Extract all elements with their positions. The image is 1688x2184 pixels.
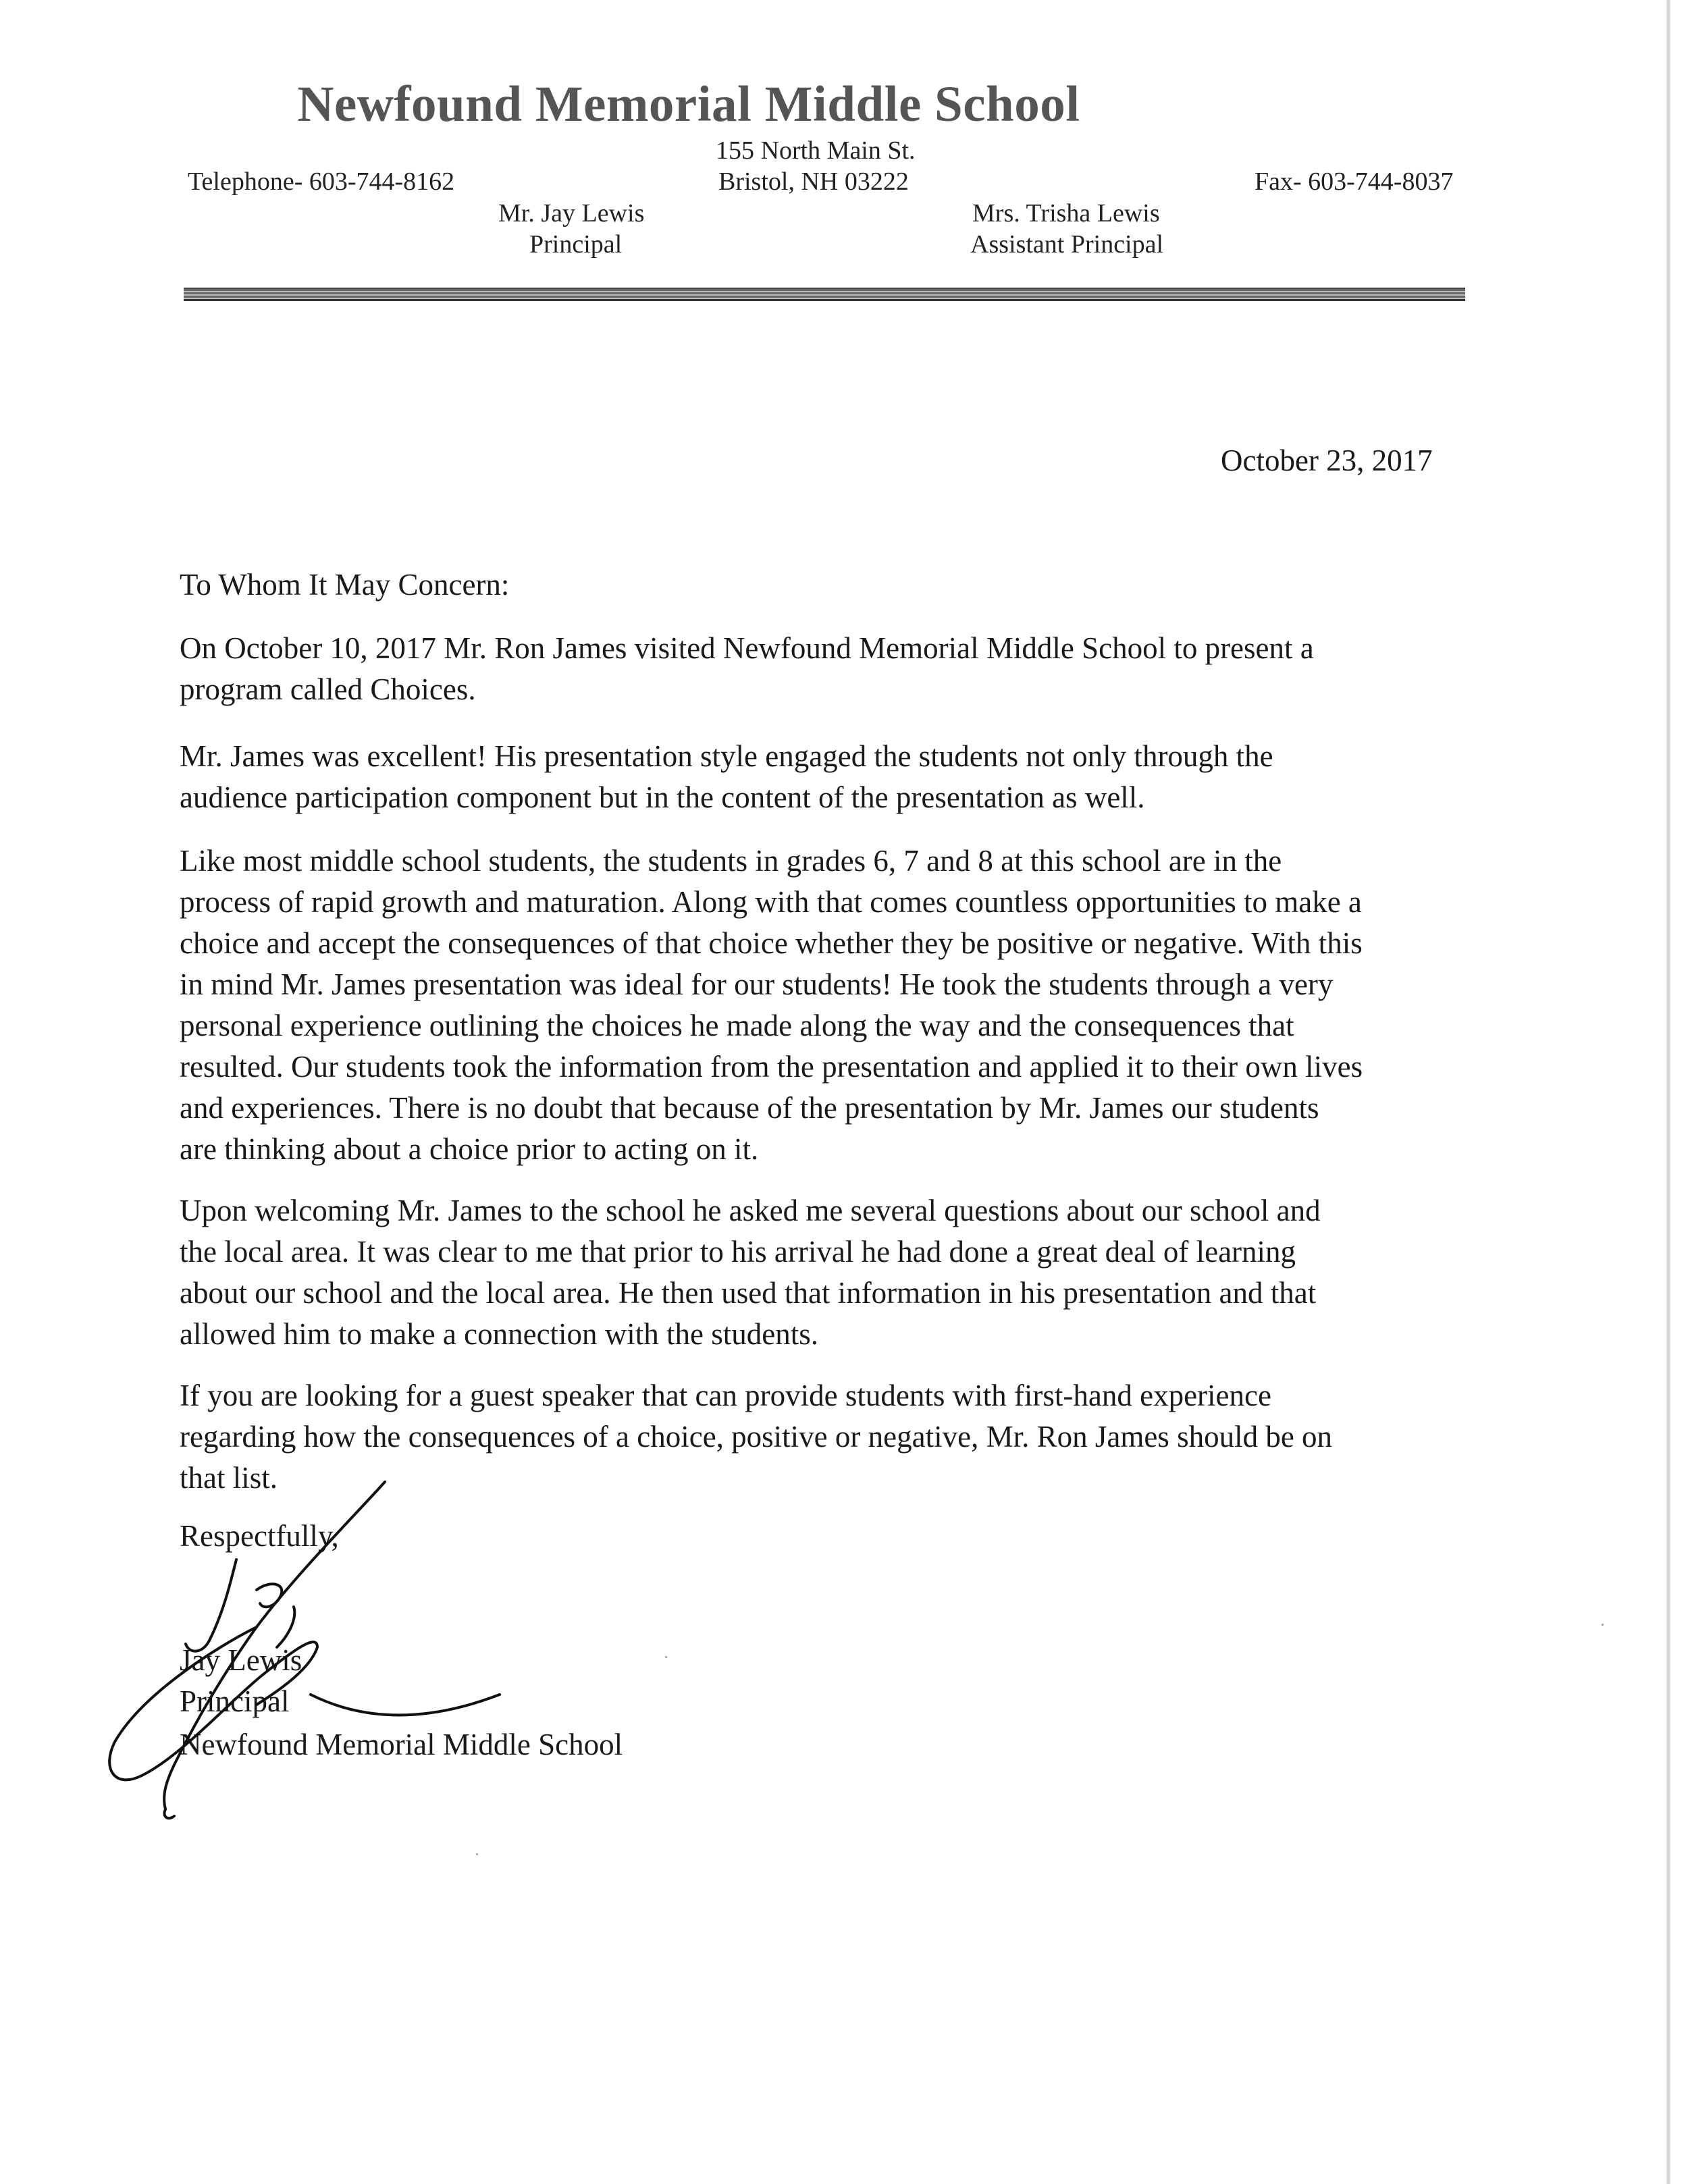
paragraph-line: that list. (180, 1461, 278, 1495)
fax-number: Fax- 603-744-8037 (1255, 167, 1454, 196)
paragraph-5 (180, 1375, 1462, 1499)
letter-date: October 23, 2017 (1221, 444, 1433, 477)
paragraph-line: Upon welcoming Mr. James to the school he asked me several questions about our school and (180, 1194, 1321, 1227)
paragraph-line: resulted. Our students took the information from the presentation and applied it to their own lives (180, 1050, 1363, 1084)
paragraph-line: personal experience outlining the choices he made along the way and the consequences that (180, 1009, 1294, 1042)
paragraph-4 (180, 1190, 1462, 1355)
closing: Respectfully, (180, 1519, 339, 1553)
address-line-1: 155 North Main St. (716, 136, 916, 165)
paragraph-3 (180, 841, 1462, 1170)
paragraph-line: On October 10, 2017 Mr. Ron James visited Newfound Memorial Middle School to present a (180, 631, 1314, 665)
letterhead-divider (184, 288, 1465, 301)
paragraph-line: Mr. James was excellent! His presentation style engaged the students not only through the (180, 739, 1273, 773)
assistant-principal-name: Mrs. Trisha Lewis (972, 199, 1160, 228)
scan-speck (1602, 1624, 1604, 1626)
paragraph-line: about our school and the local area. He then used that information in his presentation and that (180, 1276, 1317, 1310)
paragraph-line: the local area. It was clear to me that prior to his arrival he had done a great deal of learning (180, 1235, 1296, 1269)
paragraph-line: process of rapid growth and maturation. Along with that comes countless opportunities to make a (180, 885, 1362, 919)
paragraph-1 (180, 628, 1462, 710)
scanner-edge (1666, 0, 1670, 2184)
address-line-2: Bristol, NH 03222 (718, 167, 909, 196)
paragraph-line: and experiences. There is no doubt that because of the presentation by Mr. James our students (180, 1091, 1319, 1125)
school-name-heading: Newfound Memorial Middle School (297, 76, 1080, 132)
paragraph-line: choice and accept the consequences of that choice whether they be positive or negative. With this (180, 926, 1363, 960)
principal-name: Mr. Jay Lewis (498, 199, 645, 228)
telephone-number: Telephone- 603-744-8162 (188, 167, 455, 196)
paragraph-line: allowed him to make a connection with the students. (180, 1317, 819, 1351)
paragraph-line: regarding how the consequences of a choice, positive or negative, Mr. Ron James should be on (180, 1420, 1333, 1454)
principal-title: Principal (529, 230, 623, 259)
scan-speck (665, 1656, 667, 1658)
assistant-principal-title: Assistant Principal (970, 230, 1164, 259)
signer-title: Principal (180, 1684, 290, 1718)
paragraph-line: audience participation component but in the content of the presentation as well. (180, 780, 1145, 814)
salutation: To Whom It May Concern: (180, 568, 510, 602)
signer-name: Jay Lewis (180, 1643, 302, 1677)
paragraph-line: are thinking about a choice prior to acting on it. (180, 1132, 759, 1166)
paragraph-line: If you are looking for a guest speaker that can provide students with first-hand experience (180, 1379, 1271, 1412)
paragraph-line: program called Choices. (180, 672, 476, 706)
scan-speck (476, 1853, 478, 1855)
signer-school: Newfound Memorial Middle School (180, 1728, 623, 1761)
paragraph-2 (180, 736, 1462, 818)
paragraph-line: in mind Mr. James presentation was ideal for our students! He took the students through a very (180, 967, 1334, 1001)
paragraph-line: Like most middle school students, the students in grades 6, 7 and 8 at this school are in the (180, 844, 1282, 878)
